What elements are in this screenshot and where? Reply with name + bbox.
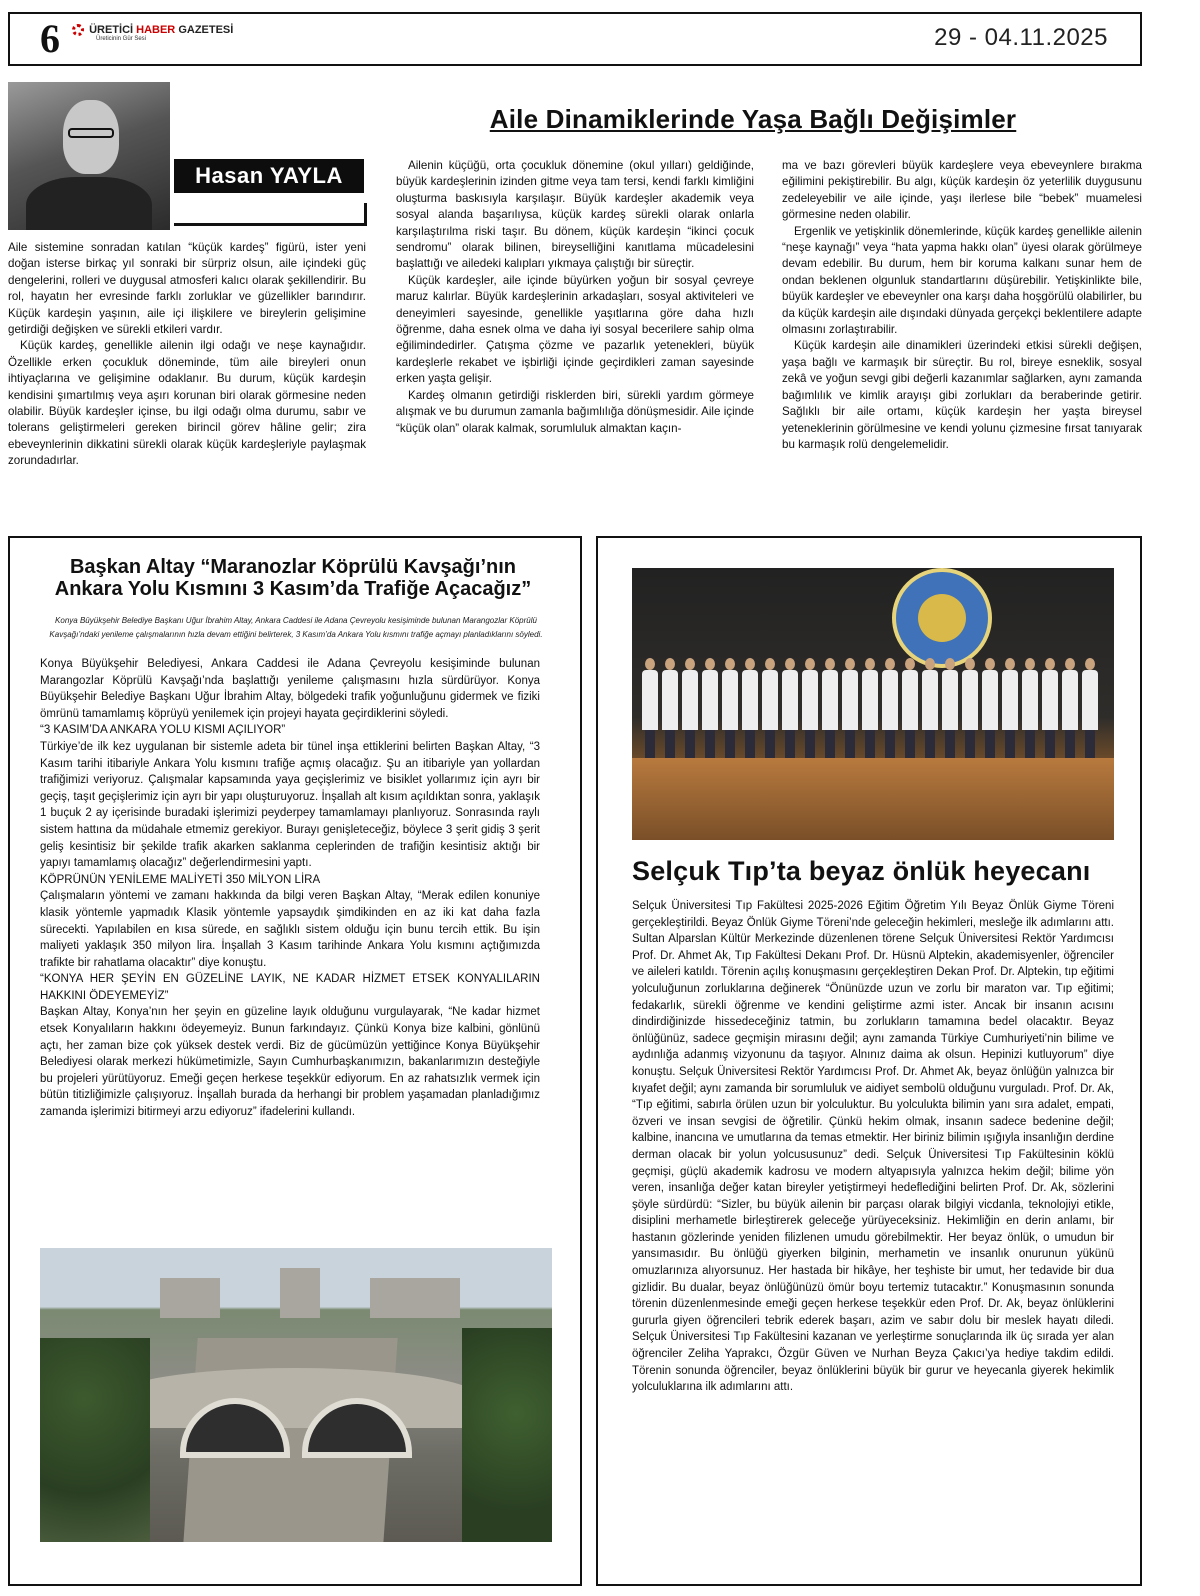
subheading: “3 KASIM’DA ANKARA YOLU KISMI AÇILIYOR” [40,724,286,737]
student-figure [902,658,918,758]
student-figure [762,658,778,758]
news-body [40,656,540,1121]
student-figure [642,658,658,758]
student-figure [882,658,898,758]
divider [174,203,367,226]
student-figure [982,658,998,758]
author-block [8,82,364,230]
student-figure [662,658,678,758]
paragraph: Küçük kardeşler, aile içinde büyürken yoğun bir sosyal çevreye maruz kalırlar. Büyük kardeşlerinin arkadaşları, sosyal aktiviteleri ve deneyimleri sayesinde, genellikle yaşıtlarına göre daha hızlı öğrenme, daha esnek olma ve daha iyi sosyal becerilere sahip olma eğilimindedirler. Çatışma çözme ve pazarlık yetenekleri, büyük kardeşlerle rekabet ve işbirliği içinde geçirdikleri zaman sayesinde erken yaşta gelişir. [396,273,754,386]
author-name: Hasan YAYLA [174,159,364,193]
paragraph: Aile sistemine sonradan katılan “küçük kardeş” figürü, ister yeni doğan isterse birkaç yıl sonraki bir sürpriz olsun, aile içindeki güç dengelerini, rolleri ve duygusal atmosferi kalıcı olarak şekillendirir. Bu rol, hayatın her evresinde farklı zorluklar ve güzellikler barındırır. Küçük kardeşin yaşının, aile içi ilişkilere ve bireylerin gelişimine getirdiği değişken ve sürekli etkileri vardır. [8,241,366,337]
student-figure [722,658,738,758]
paragraph: Türkiye’de ilk kez uygulanan bir sistemle adeta bir tünel inşa ettiklerini belirten Başkan Altay, “3 Kasım tarihi itibariyle Ankara Yolu kısmını trafiğe açmış olacağız. Şu an itibariyle yan yollardan trafiğimizi veriyoruz. Çalışmalar kapsamında yaya geçişlerimiz ve bisiklet yollarımız için ayrı bir geçiş, taşıt geçişlerimiz için ayrı bir yapı oluşturuyoruz. İnşallah alt kısım açıldıktan sonra, yaklaşık 1 buçuk 2 ay içerisinde buradaki işlerimizi peyderpey tamamlamayı planlıyoruz. Sonrasında raylı sistem hattına da müdahale etmemiz gerekiyor. Burayı genişleteceğiz, böylece 3 şerit gidiş 3 şerit geliş kesintisiz bir şekilde trafik akarken saklanma ceplerinden de trafiğin kesintisiz aktığı bir yapıyı tamamlamış olacağız” değerlendirmesini yaptı. [40,740,540,870]
student-figure [862,658,878,758]
page-number: 6 [40,16,60,61]
student-figure [1002,658,1018,758]
news-headline: Selçuk Tıp’ta beyaz önlük heyecanı [632,856,1091,886]
bridge-construction-photo [40,1248,552,1542]
student-figure [922,658,938,758]
student-figure [1082,658,1098,758]
issue-date: 29 - 04.11.2025 [934,24,1108,51]
student-figure [702,658,718,758]
paragraph: Ergenlik ve yetişkinlik dönemlerinde, küçük kardeş genellikle ailenin “neşe kaynağı” veya “hata yapma hakkı olan” üyesi olarak görülmeye devam edebilir. Bu durum, hem bir koruma kalkanı sunar hem de ondan beklenen olgunluk standartlarını düşürebilir. Yetişkinlikte bile, büyük kardeşler ve ebeveynler ona karşı daha hoşgörülü olabilirler, bu da küçük kardeşin aile dışındaki dünyada gerçekçi beklentilere adapte olmasını zorlaştırabilir. [782,224,1142,337]
column-text-1 [8,240,366,470]
subheading: “KONYA HER ŞEYİN EN GÜZELİNE LAYIK, NE KADAR HİZMET ETSEK KONYALILARIN HAKKINI ÖDEYEMEYİZ” [40,973,540,1002]
paragraph: Çalışmaların yöntemi ve zamanı hakkında da bilgi veren Başkan Altay, “Merak edilen konuniye klasik yöntemle yapmadık Klasik yöntemle yapsaydık şimdikinden en az iki kat daha fazla sürecekti. Yapılabilen en kısa sürede, en sağlıklı sistem olduğu için bunu tercih ettik. Bu işin maliyeti yaklaşık 350 milyon lira. İnşallah 3 Kasım tarihinde Ankara Yolu kısmını açtığımızda trafikte bir rahatlama olacaktır” diye konuştu. [40,890,540,969]
student-figure [1022,658,1038,758]
page-header [8,12,1142,66]
student-figure [962,658,978,758]
news-body [632,898,1114,1396]
paragraph: Başkan Altay, Konya’nın her şeyin en güzeline layık olduğunu vurgulayarak, “Ne kadar hizmet etsek Konyalıların hakkını ödeyemeyiz. Bunun farkındayız. Çünkü Konya bize kalbini, gönlünü açtı, her zaman bize çok yüksek destek verdi. Biz de gücümüzün yettiğince Konya Büyükşehir Belediyesi olarak merkezi hükümetimizle, Sayın Cumhurbaşkanımızın, bakanlarımızın desteğiyle bu projeleri yürütüyoruz. Emeği geçen herkese teşekkür ediyorum. En az rahatsızlık vermek için bütün titizliğimizle çalışıyoruz. İnşallah burada da herhangi bir problem yaşamadan planladığımız zamanda işlerimizi bitirmeyi arzu ediyoruz” ifadelerini kullandı. [40,1006,540,1119]
student-figure [682,658,698,758]
student-figure [1042,658,1058,758]
newspaper-logo [72,24,233,42]
paragraph: Küçük kardeş, genellikle ailenin ilgi odağı ve neşe kaynağıdır. Özellikle erken çocukluk döneminde, tüm aile bireyleri onun ihtiyaçlarına ve gelişimine odaklanır. Bu durum, küçük kardeşin kendisini şımartılmış veya aşırı korunan biri olarak görmesine neden olabilir. Büyük kardeşler içinse, bu ilgi odağı olma durumu, sabır ve tolerans geliştirmeleri gereken birincil görev hâline gelir; zira ebeveynlerinin dikkatini sürekli olarak küçük kardeşleriyle paylaşmak zorundadırlar. [8,339,366,468]
paragraph: Selçuk Üniversitesi Tıp Fakültesi 2025-2026 Eğitim Öğretim Yılı Beyaz Önlük Giyme Töreni gerçekleştirildi. Beyaz Önlük Giyme Töreni’nde geleceğin hekimleri, mesleğe ilk adımlarını attı. Sultan Alparslan Kültür Merkezinde düzenlenen törene Selçuk Üniversitesi Rektör Yardımcısı Prof. Dr. Ahmet Ak, Tıp Fakültesi Dekanı Prof. Dr. Hüsnü Alptekin, akademisyenler, öğrenciler ve aileleri katıldı. Törenin açılış konuşmasını gerçekleştiren Dekan Prof. Dr. Alptekin, tıp eğitimi yolculuğunun zorluklarına değinerek “Önünüzde uzun ve zorlu bir maraton var. Tıp eğitimi; fedakarlık, sürekli öğrenme ve kendini geliştirme azmi ister. Ancak bir insanın acısını dindirdiğinizde hissedeceğiniz tatmin, bu zorlukların tamamına bedel olacaktır. Beyaz önlüğünüz, sadece geçmişin mirasını değil; aynı zamanda Türkiye Cumhuriyeti’nin bilime ve aydınlığa adanmış vizyonunu da taşıyor. Alnınız daima ak olsun. Hepinizi kutluyorum” diye konuştu. Selçuk Üniversitesi Rektör Yardımcısı Prof. Dr. Ahmet Ak, beyaz önlüğün yalnızca bir kıyafet değil; aynı zamanda bir sorumluluk ve aidiyet sembolü olduğunu vurguladı. Prof. Dr. Ak, “Tıp eğitimi, sabırla örülen uzun bir yolculuktur. Bu yolculukta bilimin yanı sıra adalet, empati, özveri ve insan sevgisi de öğretilir. Çünkü hekim olmak, insanın sadece bedenine değil; kalbine, inancına ve umutlarına da temas etmektir. Her biriniz bilimin ışığıyla insanlığın derdine derman olacak bir yolun yolcususunuz” dedi. Selçuk Üniversitesi Tıp Fakültesinin köklü geçmişi, güçlü akademik kadrosu ve modern altyapısıyla yalnızca hekim değil; bilime yön veren, insanlığa değer katan bireyler yetiştirmeyi hedeflediğini belirten Prof. Dr. Ak, sözlerini şöyle sürdürdü: “Sizler, bu büyük ailenin bir parçası olarak bilgiyi vicdanla, teknolojiyi etikle, disiplini merhametle birleştirerek geleceğe yürüyeceksiniz. Hekimliğin en derin anlamı, bir hastanın gözlerinde yeniden filizlenen umudu görebilmektir. Her beyaz önlük, o umudun bir yansımasıdır. Bu önlüğü giyerken bilginin, merhametin ve insanlık onurunun yükünü omuzlarınıza alıyorsunuz. Her hastada bir hikâye, her teşhiste bir umut, her tedavide bir dua gizlidir. Bu dualar, beyaz önlüğünüzü ömür boyu tertemiz tutacaktır.” Konuşmasının sonunda törenin düzenlenmesinde emeği geçen herkese teşekkür eden Prof. Dr. Ak, beyaz önlüklerini gururla giyen öğrencileri tebrik ederek başarı, azim ve sabır dolu bir meslek hayatı diledi. Selçuk Üniversitesi Tıp Fakültesini kazanan ve yerleştirme sonuçlarında ilk üç sırada yer alan öğrenciler Zeliha Yaprakcı, Özgür Güven ve Nurhan Beyza Çakıcı’ya hediye takdim edildi. Törenin sonunda öğrenciler, beyaz önlüklerini büyük bir gurur ve heyecanla giyerek hekimlik yolculuklarına ilk adımlarını attı. [632,900,1114,1394]
student-figure [842,658,858,758]
brand-highlight: HABER [136,24,176,36]
brand-suffix: GAZETESİ [178,24,234,36]
column-title: Aile Dinamiklerinde Yaşa Bağlı Değişimler [489,104,1017,134]
column-text-3 [782,158,1142,453]
author-photo [8,82,170,230]
student-figure [802,658,818,758]
subheading: KÖPRÜNÜN YENİLEME MALİYETİ 350 MİLYON LİRA [40,873,321,886]
paragraph: Ailenin küçüğü, orta çocukluk dönemine (okul yılları) geldiğinde, büyük kardeşlerinin izinden gitme veya tam tersi, kendi farklı kimliğini oluşturma baskısıyla karşılaşır. Büyük kardeşler akademik veya sosyal alanda başarılıysa, küçük kardeş sürekli olarak onlarla karşılaştırılma riski taşır. Bu dönem, küçük kardeşin “ikinci çocuk sendromu” olarak bilinen, bireyselliğini kanıtlama mücadelesini başlattığı ve ailedeki kalıpları yıkmaya çalıştığı bir süreçtir. [396,159,754,271]
news-headline: Başkan Altay “Maranozlar Köprülü Kavşağı’nın Ankara Yolu Kısmını 3 Kasım’da Trafiğe Açacağız” [54,556,532,600]
paragraph: Küçük kardeşin aile dinamikleri üzerindeki etkisi sürekli değişen, yaşa bağlı ve karmaşık bir süreçtir. Bu rol, bireye esneklik, sosyal zekâ ve yoğun sevgi gibi değerli kazanımlar sağlarken, aynı zamanda bağımlılık ve kimlik arayışı gibi zorlukları da beraberinde getirir. Sağlıklı bir aile ortamı, küçük kardeşin her yaşta bireysel yeteneklerinin görülmesine ve kendi yolunu çizmesine fırsat tanıyarak bu karmaşık rolü dengelemelidir. [782,339,1142,451]
news-lead: Konya Büyükşehir Belediye Başkanı Uğur İbrahim Altay, Ankara Caddesi ile Adana Çevreyolu kesişiminde bulunan Marangozlar Köprülü Kavşağı’ndaki yenileme çalışmalarının hızla devam ettiğini belirterek, 3 Kasım’da Ankara Yolu kısmını trafiğe açmayı planladıklarını söyledi. [49,616,543,639]
student-figure [1062,658,1078,758]
student-figure [782,658,798,758]
student-figure [942,658,958,758]
gear-icon [72,24,84,36]
student-figure [742,658,758,758]
student-figure [822,658,838,758]
paragraph: Kardeş olmanın getirdiği risklerden biri, sürekli yardım görmeye alışmak ve bu durumun zamanla bağımlılığa dönüşmesidir. Aile içinde “küçük olan” olarak kalmak, sorumluluk almaktan kaçın- [396,388,754,435]
ceremony-photo [632,568,1114,840]
brand-prefix: ÜRETİCİ [89,24,134,36]
paragraph: ma ve bazı görevleri büyük kardeşlere veya ebeveynlere bırakma eğilimini pekiştirebilir. Bu algı, küçük kardeşin öz yeterlilik duygusunu zedeleyebilir ve aile içinde, yaşı ilerlese bile “bebek” muamelesi görmesine neden olabilir. [782,159,1142,222]
paragraph: Konya Büyükşehir Belediyesi, Ankara Caddesi ile Adana Çevreyolu kesişiminde bulunan Marangozlar Köprülü Kavşağı’nda başlattığı yenileme çalışmasını hızla sürdürüyor. Konya Büyükşehir Belediye Başkanı Uğur İbrahim Altay, bölgedeki trafik yoğunluğunu gidermek ve fiziki ömrünü tamamlamış köprüyü yenilemek için projeyi hayata geçirdiklerini söyledi. [40,658,540,720]
newspaper-slogan: Üreticinin Gür Sesi [96,36,147,43]
column-text-2 [396,158,754,437]
